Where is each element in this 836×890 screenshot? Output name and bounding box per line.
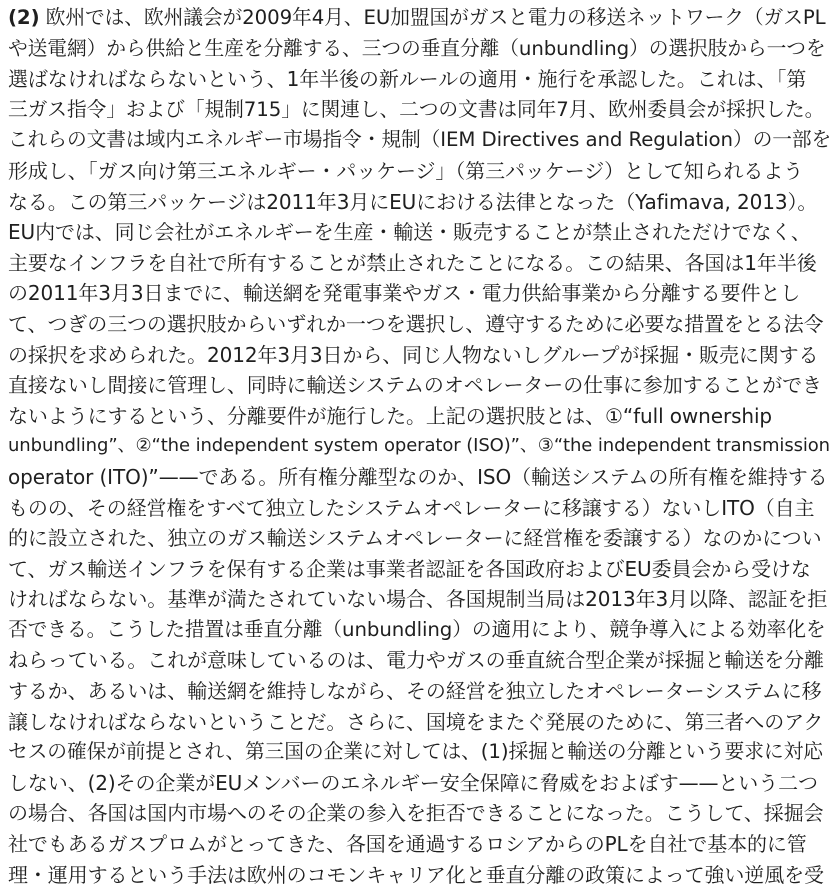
paragraph-line: 社でもあるガスプロムがとってきた、各国を通過するロシアからのPLを自社で基本的に管	[8, 832, 807, 857]
paragraph-line: の場合、各国は国内市場へのその企業の参入を拒否できることになった。こうして、採掘会	[8, 801, 824, 826]
paragraph-line-text: 欧州では、欧州議会が2009年4月、EU加盟国がガスと電力の移送ネットワーク（ガスPL	[39, 6, 826, 29]
paragraph-line: 的に設立された、独立のガス輸送システムオペレーターに経営権を委譲する）なのかについ	[8, 526, 822, 551]
paragraph-line: なる。この第三パッケージは2011年3月にEUにおける法律となった（Yafimava, 2013）。	[8, 189, 818, 214]
paragraph-marker: (2)	[8, 6, 40, 29]
paragraph-line: セスの確保が前提とされ、第三国の企業に対しては、(1)採掘と輸送の分離という要求に対応	[8, 740, 823, 764]
paragraph-line: これらの文書は域内エネルギー市場指令・規制（IEM Directives and Regulation）の一部を	[8, 128, 832, 152]
paragraph-line: 選ばなければならないという、1年半後の新ルールの適用・施行を承認した。これは、「第	[8, 67, 807, 92]
paragraph-line: 否できる。こうした措置は垂直分離（unbundling）の適用により、競争導入による効率化を	[8, 617, 826, 641]
paragraph-line: operator (ITO)”——である。所有権分離型なのか、ISO（輸送システムの所有権を維持する	[8, 464, 828, 489]
paragraph-line: 三ガス指令」および「規制715」に関連し、二つの文書は同年7月、欧州委員会が採択した。	[8, 97, 825, 121]
paragraph-line: ねらっている。これが意味しているのは、電力やガスの垂直統合型企業が採掘と輸送を分離	[8, 648, 824, 673]
paragraph-line: の採択を求められた。2012年3月3日から、同じ人物ないしグループが採掘・販売に関する	[8, 342, 819, 367]
paragraph-line: 譲しなければならないということだ。さらに、国境をまたぐ発展のために、第三者へのアク	[8, 709, 824, 734]
paragraph-line: ないようにするという、分離要件が施行した。上記の選択肢とは、①“full ownership	[8, 403, 773, 428]
paragraph-line: するか、あるいは、輸送網を維持しながら、その経営を独立したオペレーターシステムに移	[8, 679, 822, 704]
paragraph-line: て、つぎの三つの選択肢からいずれか一つを選択し、遵守するために必要な措置をとる法令	[8, 311, 824, 336]
paragraph-line: て、ガス輸送インフラを保有する企業は事業者認証を各国政府およびEU委員会から受けな	[8, 556, 811, 581]
paragraph-line: や送電網）から供給と生産を分離する、三つの垂直分離（unbundling）の選択肢から一つを	[8, 36, 826, 60]
paragraph-line: 主要なインフラを自社で所有することが禁止されたことになる。この結果、各国は1年半後	[8, 250, 817, 275]
paragraph-line: EU内では、同じ会社がエネルギーを生産・輸送・販売することが禁止されただけでなく、	[8, 220, 811, 245]
paragraph-line: の2011年3月3日までに、輸送網を発電事業やガス・電力供給事業から分離する要件とし	[8, 281, 801, 306]
paragraph-line: ければならない。基準が満たされていない場合、各国規制当局は2013年3月以降、認証を拒	[8, 587, 828, 612]
paragraph-line: ものの、その経営権をすべて独立したシステムオペレーターに移譲する）ないしITO（自主	[8, 495, 815, 520]
paragraph-line: 理・運用するという手法は欧州のコモンキャリア化と垂直分離の政策によって強い逆風を受	[8, 862, 824, 887]
paragraph-2	[8, 3, 832, 890]
paragraph-line: しない、(2)その企業がEUメンバーのエネルギー安全保障に脅威をおよぼす——という二つ	[8, 770, 818, 795]
paragraph-line: 直接ないし間接に管理し、同時に輸送システムのオペレーターの仕事に参加することができ	[8, 373, 822, 398]
paragraph-line: 形成し、「ガス向け第三エネルギー・パッケージ」（第三パッケージ）として知られるよう	[8, 158, 804, 183]
paragraph-line	[8, 3, 832, 34]
paragraph-line: unbundling”、②“the independent system operator (ISO)”、③“the independent transmission	[8, 435, 830, 457]
